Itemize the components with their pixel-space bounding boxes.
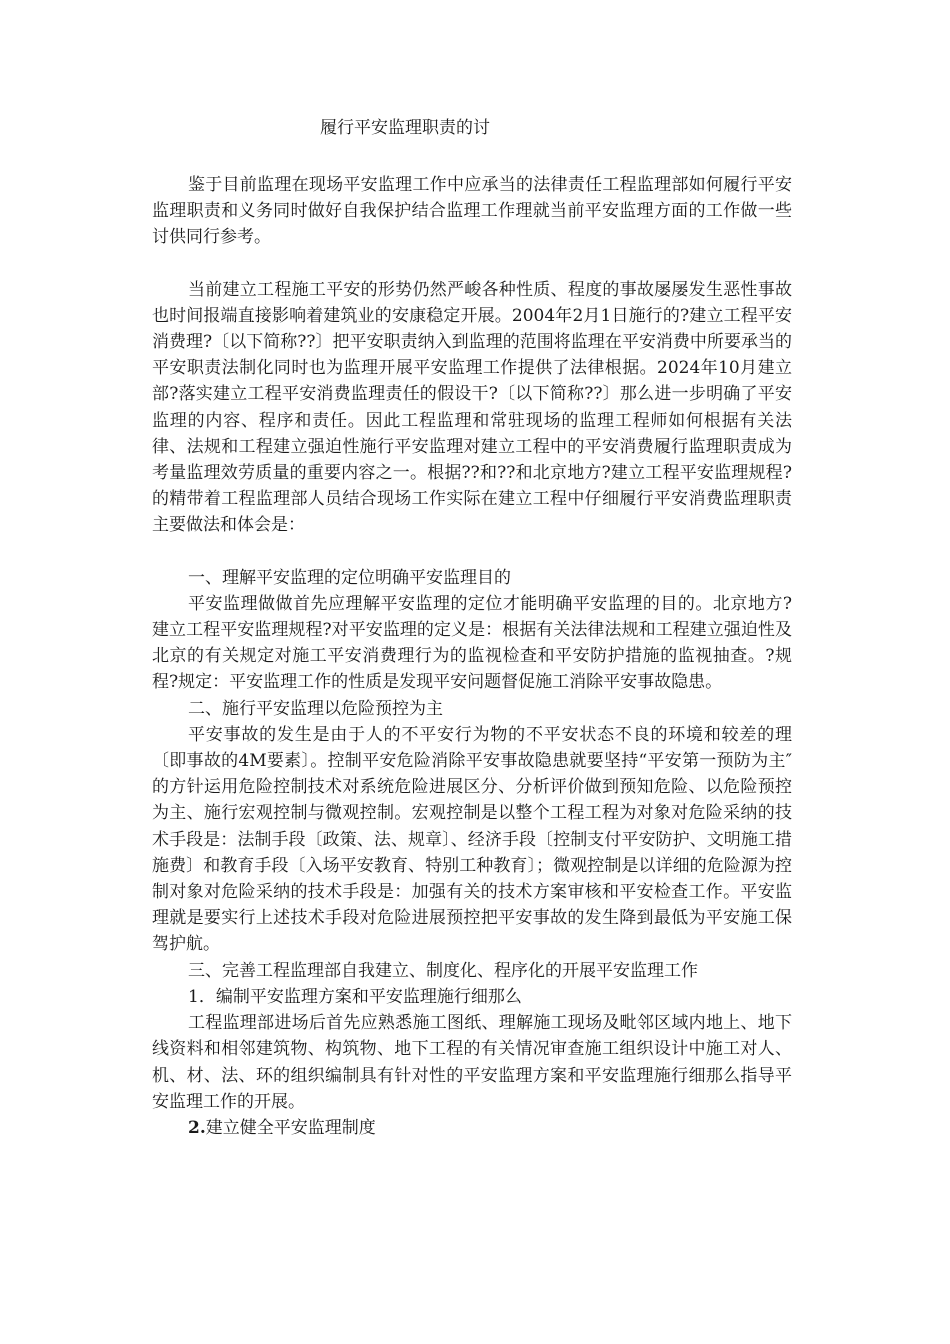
- paragraph-gap: [152, 251, 792, 277]
- item-1-heading: 1．编制平安监理方案和平安监理施行细那么: [188, 986, 522, 1007]
- document-title: 履行平安监理职责的讨: [320, 118, 490, 138]
- section-1-paragraph: 平安监理做做首先应理解平安监理的定位才能明确平安监理的目的。北京地方?建立工程平安监理规程?对平安监理的定义是：根据有关法律法规和工程建立强迫性及北京的有关规定对施工平安消费理行为的监视检查和平安防护措施的监视抽查。?规程?规定：平安监理工作的性质是发现平安问题督促施工消除平安事故隐患。: [152, 593, 792, 693]
- intro-paragraph: 鉴于目前监理在现场平安监理工作中应承当的法律责任工程监理部如何履行平安监理职责和义务同时做好自我保护结合监理工作理就当前平安监理方面的工作做一些讨供同行参考。: [152, 175, 792, 248]
- paragraph-gap: [152, 539, 792, 565]
- item-2-heading: [152, 1115, 792, 1141]
- section-2-paragraph: 平安事故的发生是由于人的不平安行为物的不平安状态不良的环境和较差的理〔即事故的4M要素〕。控制平安危险消除平安事故隐患就要坚持“平安第一预防为主″的方针运用危险控制技术对系统危险进展区分、分析评价做到预知危险、以危险预控为主、施行宏观控制与微观控制。宏观控制是以整个工程工程为对象对危险采纳的技术手段是：法制手段〔政策、法、规章〕、经济手段〔控制支付平安防护、文明施工措施费〕和教育手段〔入场平安教育、特别工种教育〕；微观控制是以详细的危险源为控制对象对危险采纳的技术手段是：加强有关的技术方案审核和平安检查工作。平安监理就是要实行上述技术手段对危险进展预控把平安事故的发生降到最低为平安施工保驾护航。: [152, 724, 792, 955]
- item-2-title: 建立健全平安监理制度: [205, 1117, 376, 1138]
- section-3-heading: 三、完善工程监理部自我建立、制度化、程序化的开展平安监理工作: [188, 960, 698, 981]
- item-2-number: 2.: [188, 1117, 206, 1138]
- document-body: [152, 172, 792, 1141]
- item-1-paragraph: 工程监理部进场后首先应熟悉施工图纸、理解施工现场及毗邻区域内地上、地下线资料和相邻建筑物、构筑物、地下工程的有关情况审查施工组织设计中施工对人、机、材、法、环的组织编制具有针对性的平安监理方案和平安监理施行细那么指导平安监理工作的开展。: [152, 1013, 792, 1112]
- section-2-heading: 二、施行平安监理以危险预控为主: [188, 698, 443, 719]
- background-paragraph: 当前建立工程施工平安的形势仍然严峻各种性质、程度的事故屡屡发生恶性事故也时间报端直接影响着建筑业的安康稳定开展。2004年2月1日施行的?建立工程平安消费理?〔以下简称??〕把平安职责纳入到监理的范围将监理在平安消费中所要承当的平安职责法制化同时也为监理开展平安监理工作提供了法律根据。2024年10月建立部?落实建立工程平安消费监理责任的假设干?〔以下简称??〕那么进一步明确了平安监理的内容、程序和责任。因此工程监理和常驻现场的监理工程师如何根据有关法律、法规和工程建立强迫性施行平安监理对建立工程中的平安消费履行监理职责成为考量监理效劳质量的重要内容之一。根据??和??和北京地方?建立工程平安监理规程?的精带着工程监理部人员结合现场工作实际在建立工程中仔细履行平安消费监理职责主要做法和体会是：: [152, 279, 792, 536]
- section-1-heading: 一、理解平安监理的定位明确平安监理目的: [188, 567, 511, 588]
